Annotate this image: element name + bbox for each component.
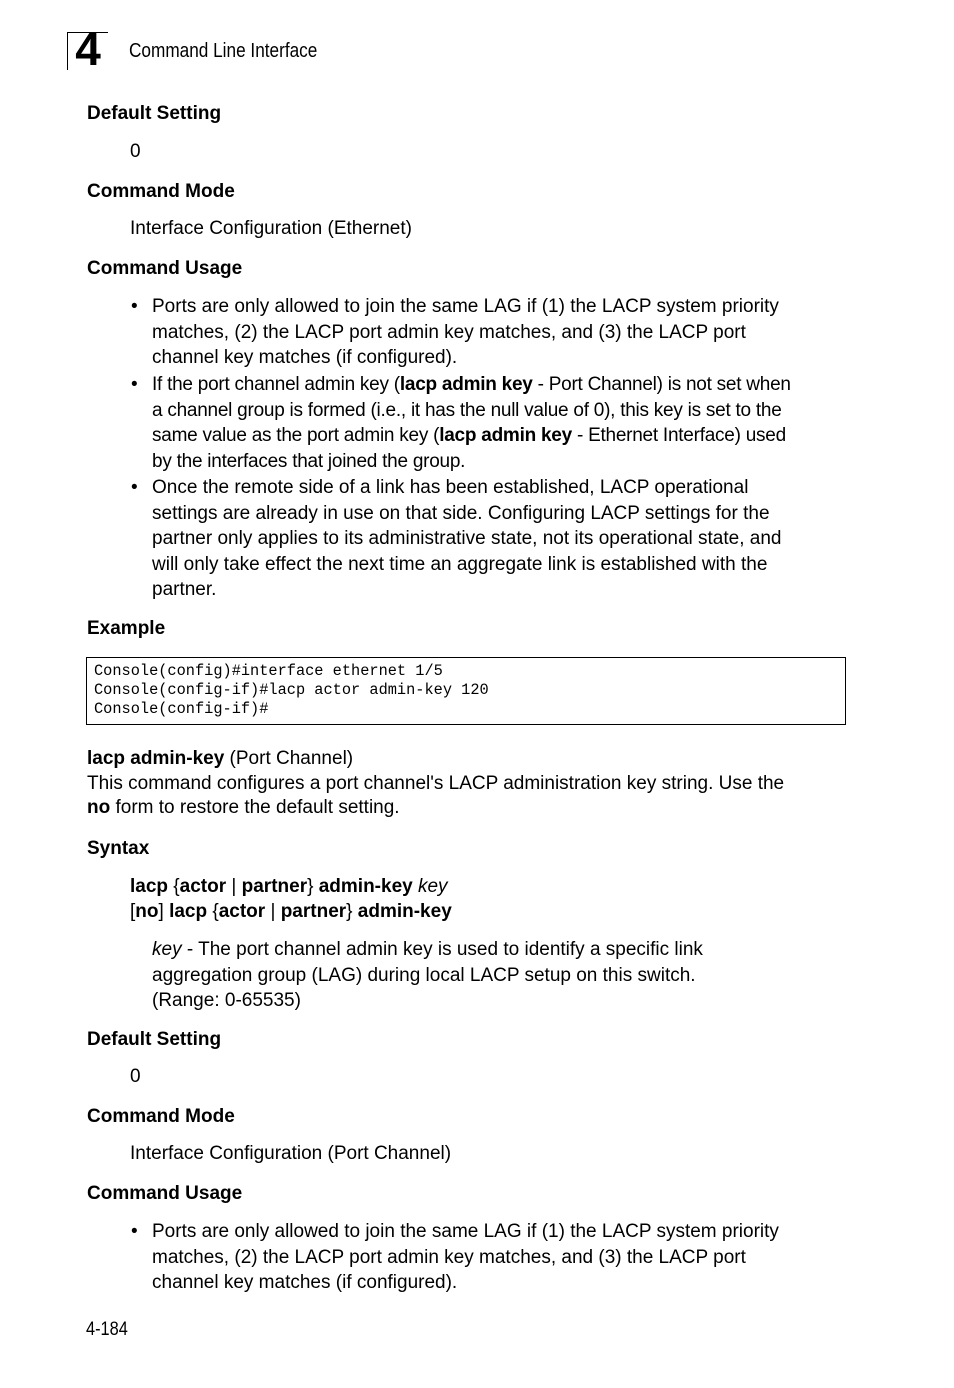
syntax-line-2 <box>130 900 452 924</box>
default-setting-value: 0 <box>130 1066 141 1087</box>
header-title: Command Line Interface <box>129 40 318 62</box>
chapter-number: 4 <box>75 23 101 75</box>
text-line: matches, (2) the LACP port admin key matches, and (3) the LACP port <box>152 1246 746 1268</box>
text-run: - Ethernet Interface) used <box>571 425 786 446</box>
text-run: { <box>168 876 180 897</box>
text-line <box>87 796 847 820</box>
text-line <box>152 937 842 963</box>
keyword: partner <box>241 876 308 897</box>
page-number: 4-184 <box>86 1319 128 1340</box>
command-ref: lacp admin key <box>439 425 572 446</box>
syntax-heading: Syntax <box>87 838 150 859</box>
text-run: - Port Channel) is not set when <box>532 374 791 395</box>
text-line <box>152 372 844 398</box>
text-line: channel key matches (if configured). <box>152 347 458 368</box>
bullet-text <box>152 1219 844 1296</box>
text-line: (Range: 0-65535) <box>152 990 301 1011</box>
code-line: Console(config)#interface ethernet 1/5 <box>94 662 443 680</box>
example-heading: Example <box>87 618 166 639</box>
command-usage-heading: Command Usage <box>87 258 243 279</box>
command-usage-heading: Command Usage <box>87 1183 243 1204</box>
command-ref: lacp admin key <box>399 374 533 395</box>
text-run: If the port channel admin key ( <box>152 374 400 395</box>
text-line <box>152 423 844 449</box>
keyword: actor <box>218 901 266 922</box>
code-line: Console(config-if)#lacp actor admin-key 120 <box>94 681 489 699</box>
keyword: no <box>135 901 159 922</box>
default-setting-value: 0 <box>130 141 141 162</box>
syntax-line-1 <box>130 875 448 899</box>
keyword: partner <box>280 901 347 922</box>
command-title <box>87 747 353 771</box>
parameter: key <box>152 939 182 960</box>
command-mode-value: Interface Configuration (Port Channel) <box>130 1143 452 1164</box>
command-description <box>87 772 847 820</box>
text-run: { <box>207 901 219 922</box>
text-line: matches, (2) the LACP port admin key matches, and (3) the LACP port <box>152 321 746 343</box>
command-name: lacp admin-key <box>87 748 225 769</box>
bullet-marker: • <box>131 296 138 317</box>
text-run: } <box>307 876 319 897</box>
text-line: a channel group is formed (i.e., it has the null value of 0), this key is set to the <box>152 399 782 421</box>
text-run: } <box>346 901 358 922</box>
text-line: by the interfaces that joined the group. <box>152 450 466 472</box>
default-setting-heading: Default Setting <box>87 103 222 124</box>
keyword: no <box>87 797 111 818</box>
default-setting-heading: Default Setting <box>87 1029 222 1050</box>
bullet-marker: • <box>131 1221 138 1242</box>
text-run: [ <box>130 901 136 922</box>
keyword: lacp <box>169 901 208 922</box>
text-run: | <box>226 876 242 897</box>
command-mode-heading: Command Mode <box>87 181 235 202</box>
text-line: settings are already in use on that side. Configuring LACP settings for the <box>152 502 770 524</box>
keyword: admin-key <box>318 876 413 897</box>
command-context: (Port Channel) <box>224 748 354 769</box>
command-mode-heading: Command Mode <box>87 1106 235 1127</box>
bullet-marker: • <box>131 374 138 395</box>
text-run: ] <box>158 901 170 922</box>
text-run: | <box>265 901 281 922</box>
keyword: actor <box>179 876 227 897</box>
command-mode-value: Interface Configuration (Ethernet) <box>130 218 412 239</box>
text-line: aggregation group (LAG) during local LACP setup on this switch. <box>152 964 696 986</box>
bullet-text <box>152 372 844 474</box>
parameter-description <box>152 937 842 1014</box>
text-run: same value as the port admin key ( <box>152 425 440 446</box>
code-line: Console(config-if)# <box>94 700 269 718</box>
bullet-text <box>152 294 844 371</box>
bullet-marker: • <box>131 477 138 498</box>
text-run: - The port channel admin key is used to identify a specific link <box>181 939 703 960</box>
parameter: key <box>417 876 448 897</box>
text-line: will only take effect the next time an aggregate link is established with the <box>152 553 768 575</box>
text-line: This command configures a port channel's LACP administration key string. Use the <box>87 773 785 794</box>
keyword: admin-key <box>357 901 452 922</box>
text-line: Ports are only allowed to join the same LAG if (1) the LACP system priority <box>152 1221 779 1242</box>
text-line: partner. <box>152 579 217 600</box>
text-line: Ports are only allowed to join the same LAG if (1) the LACP system priority <box>152 296 779 317</box>
bullet-text <box>152 475 844 603</box>
keyword: lacp <box>130 876 169 897</box>
text-line: partner only applies to its administrative state, not its operational state, and <box>152 528 782 549</box>
text-line: Once the remote side of a link has been established, LACP operational <box>152 477 749 498</box>
text-line: channel key matches (if configured). <box>152 1272 458 1293</box>
text-run: form to restore the default setting. <box>110 797 400 818</box>
